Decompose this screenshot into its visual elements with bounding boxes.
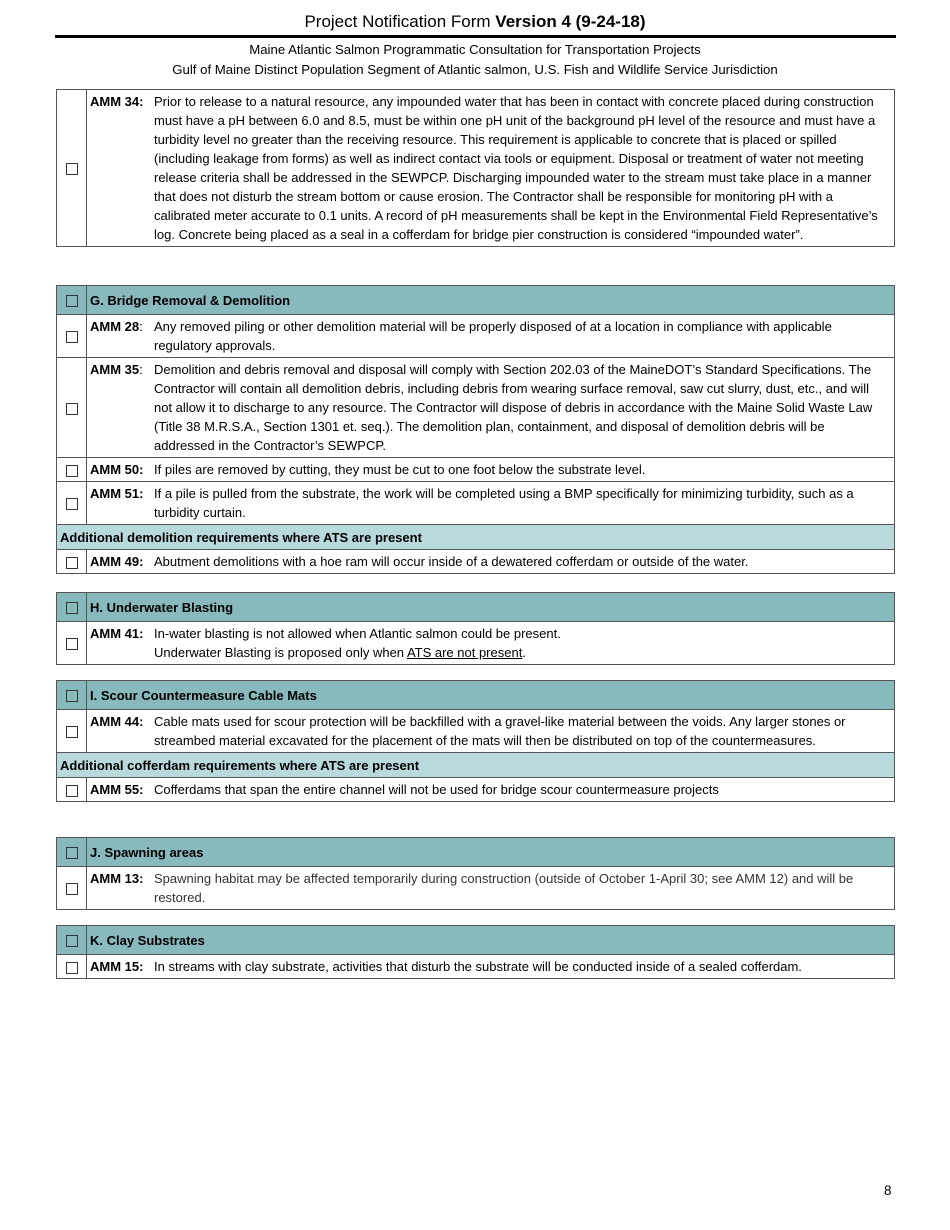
amm49-checkbox-cell[interactable] bbox=[57, 550, 87, 574]
header-rule bbox=[55, 35, 896, 38]
amm41-label: AMM 41: bbox=[90, 626, 144, 641]
amm28-checkbox[interactable] bbox=[66, 331, 78, 343]
section-i-table bbox=[56, 680, 895, 802]
amm13-text: Spawning habitat may be affected temporarily during construction (outside of October 1-April 30; see AMM 12) and will be restored. bbox=[154, 871, 854, 905]
amm41-text-cell bbox=[87, 622, 895, 665]
amm28-row bbox=[57, 315, 895, 358]
amm41-checkbox[interactable] bbox=[66, 638, 78, 650]
amm15-text: In streams with clay substrate, activities that disturb the substrate will be conducted inside of a sealed cofferdam. bbox=[154, 959, 802, 974]
amm55-text: Cofferdams that span the entire channel will not be used for bridge scour countermeasure projects bbox=[154, 782, 719, 797]
amm35-label: AMM 35: bbox=[90, 362, 143, 377]
amm34-row bbox=[57, 90, 895, 247]
section-j-table bbox=[56, 837, 895, 910]
section-k-checkbox-cell[interactable] bbox=[57, 926, 87, 955]
amm49-text: Abutment demolitions with a hoe ram will occur inside of a dewatered cofferdam or outside of the water. bbox=[154, 554, 749, 569]
amm51-row bbox=[57, 482, 895, 525]
section-g-subheading-row bbox=[57, 525, 895, 550]
amm34-label: AMM 34: bbox=[90, 94, 144, 109]
amm49-text-cell bbox=[87, 550, 895, 574]
amm51-checkbox[interactable] bbox=[66, 498, 78, 510]
section-i-header bbox=[57, 681, 895, 710]
amm49-label: AMM 49: bbox=[90, 554, 144, 569]
amm34-text-cell bbox=[87, 90, 895, 247]
amm50-checkbox[interactable] bbox=[66, 465, 78, 477]
form-title-prefix: Project Notification Form bbox=[304, 12, 491, 31]
page-number: 8 bbox=[884, 1183, 892, 1198]
section-g-subheading: Additional demolition requirements where ATS are present bbox=[57, 525, 895, 550]
header-subtitle-2: Gulf of Maine Distinct Population Segment of Atlantic salmon, U.S. Fish and Wildlife Service Jurisdiction bbox=[172, 62, 778, 77]
amm13-label: AMM 13: bbox=[90, 871, 144, 886]
section-j-title: J. Spawning areas bbox=[87, 838, 895, 867]
amm28-text: Any removed piling or other demolition material will be properly disposed of at a location in compliance with applicable regulatory approvals. bbox=[154, 319, 832, 353]
amm55-label: AMM 55: bbox=[90, 782, 144, 797]
amm28-checkbox-cell[interactable] bbox=[57, 315, 87, 358]
amm44-row bbox=[57, 710, 895, 753]
section-h-title: H. Underwater Blasting bbox=[87, 593, 895, 622]
amm51-label: AMM 51: bbox=[90, 486, 144, 501]
form-version: Version 4 (9-24-18) bbox=[495, 12, 646, 31]
section-g-table bbox=[56, 285, 895, 574]
amm13-row bbox=[57, 867, 895, 910]
amm35-checkbox[interactable] bbox=[66, 403, 78, 415]
amm51-text-cell bbox=[87, 482, 895, 525]
amm35-text: Demolition and debris removal and disposal will comply with Section 202.03 of the MaineDOT’s Standard Specifications. The Contractor will contain all demolition debris, including debris from wearing surface removal, saw cut slurry, dust, etc., and will not allow it to discharge to any resource. The Contractor will dispose of debris in accordance with the Maine Solid Waste Law (Title 38 M.R.S.A., Section 1301 et. seq.). The demolition plan, containment, and disposal of demolition debris will be addressed in the Contractor’s SEWPCP. bbox=[154, 362, 873, 453]
amm50-text: If piles are removed by cutting, they must be cut to one foot below the substrate level. bbox=[154, 462, 646, 477]
amm41-line2-prefix: Underwater Blasting is proposed only when bbox=[154, 645, 405, 660]
section-j-header bbox=[57, 838, 895, 867]
amm13-checkbox[interactable] bbox=[66, 883, 78, 895]
amm50-text-cell bbox=[87, 458, 895, 482]
amm41-row bbox=[57, 622, 895, 665]
section-h-table bbox=[56, 592, 895, 665]
section-k-checkbox[interactable] bbox=[66, 935, 78, 947]
form-title bbox=[0, 12, 950, 32]
amm35-label-text: AMM 35 bbox=[90, 362, 140, 377]
section-k-header bbox=[57, 926, 895, 955]
amm35-row bbox=[57, 358, 895, 458]
amm28-text-cell bbox=[87, 315, 895, 358]
amm35-text-cell bbox=[87, 358, 895, 458]
section-j-checkbox-cell[interactable] bbox=[57, 838, 87, 867]
section-g-header bbox=[57, 286, 895, 315]
amm55-checkbox[interactable] bbox=[66, 785, 78, 797]
amm35-checkbox-cell[interactable] bbox=[57, 358, 87, 458]
amm51-checkbox-cell[interactable] bbox=[57, 482, 87, 525]
amm34-checkbox-cell[interactable] bbox=[57, 90, 87, 247]
amm28-label: AMM 28: bbox=[90, 319, 143, 334]
amm41-ats-not-present: ATS are not present bbox=[406, 645, 523, 660]
section-g-title: G. Bridge Removal & Demolition bbox=[87, 286, 895, 315]
section-i-checkbox-cell[interactable] bbox=[57, 681, 87, 710]
section-i-subheading: Additional cofferdam requirements where ATS are present bbox=[57, 753, 895, 778]
amm44-checkbox[interactable] bbox=[66, 726, 78, 738]
amm44-checkbox-cell[interactable] bbox=[57, 710, 87, 753]
amm55-row bbox=[57, 778, 895, 802]
amm55-checkbox-cell[interactable] bbox=[57, 778, 87, 802]
amm34-text: Prior to release to a natural resource, any impounded water that has been in contact with concrete placed during construction must have a pH between 6.0 and 8.5, must be within one pH unit of the background pH level of the resource and must have a turbidity level no greater than the receiving resource. This requirement is applicable to concrete that is placed or spilled (including leakage from forms) as well as indirect contact via tools or equipment. Disposal or treatment of water not meeting release criteria shall be addressed in the SEWPCP. Discharging impounded water to the stream must take place in a manner that does not disturb the stream bottom or cause erosion. The Contractor shall be responsible for monitoring pH with a calibrated meter accurate to 0.1 units. A record of pH measurements shall be kept in the Environmental Field Representative’s log. Concrete being placed as a seal in a cofferdam for bridge pier construction is considered “impounded water”. bbox=[154, 94, 878, 242]
amm41-line2 bbox=[90, 643, 888, 662]
amm13-checkbox-cell[interactable] bbox=[57, 867, 87, 910]
header-subtitle-1: Maine Atlantic Salmon Programmatic Consultation for Transportation Projects bbox=[249, 42, 701, 57]
amm50-row bbox=[57, 458, 895, 482]
section-g-checkbox[interactable] bbox=[66, 295, 78, 307]
section-j-checkbox[interactable] bbox=[66, 847, 78, 859]
amm15-row bbox=[57, 955, 895, 979]
amm49-checkbox[interactable] bbox=[66, 557, 78, 569]
amm28-label-text: AMM 28 bbox=[90, 319, 140, 334]
amm15-checkbox[interactable] bbox=[66, 962, 78, 974]
section-i-checkbox[interactable] bbox=[66, 690, 78, 702]
section-i-title: I. Scour Countermeasure Cable Mats bbox=[87, 681, 895, 710]
amm50-checkbox-cell[interactable] bbox=[57, 458, 87, 482]
section-h-checkbox[interactable] bbox=[66, 602, 78, 614]
amm41-line2-suffix: . bbox=[522, 645, 526, 660]
amm55-text-cell bbox=[87, 778, 895, 802]
amm44-text: Cable mats used for scour protection will be backfilled with a gravel-like material between the voids. Any larger stones or streambed material excavated for the placement of the mats will then be distributed on top of the countermeasures. bbox=[154, 714, 846, 748]
amm51-text: If a pile is pulled from the substrate, the work will be completed using a BMP specifically for minimizing turbidity, such as a turbidity curtain. bbox=[154, 486, 854, 520]
amm44-text-cell bbox=[87, 710, 895, 753]
amm50-label: AMM 50: bbox=[90, 462, 144, 477]
amm41-line1: In-water blasting is not allowed when Atlantic salmon could be present. bbox=[154, 626, 561, 641]
amm15-label: AMM 15: bbox=[90, 959, 144, 974]
amm15-text-cell bbox=[87, 955, 895, 979]
amm44-label: AMM 44: bbox=[90, 714, 144, 729]
section-i-subheading-row bbox=[57, 753, 895, 778]
section-h-header bbox=[57, 593, 895, 622]
section-k-table bbox=[56, 925, 895, 979]
section-g-checkbox-cell[interactable] bbox=[57, 286, 87, 315]
amm49-row bbox=[57, 550, 895, 574]
amm15-checkbox-cell[interactable] bbox=[57, 955, 87, 979]
amm34-table bbox=[56, 89, 895, 247]
section-h-checkbox-cell[interactable] bbox=[57, 593, 87, 622]
amm13-text-cell bbox=[87, 867, 895, 910]
section-k-title: K. Clay Substrates bbox=[87, 926, 895, 955]
amm41-checkbox-cell[interactable] bbox=[57, 622, 87, 665]
amm34-checkbox[interactable] bbox=[66, 163, 78, 175]
